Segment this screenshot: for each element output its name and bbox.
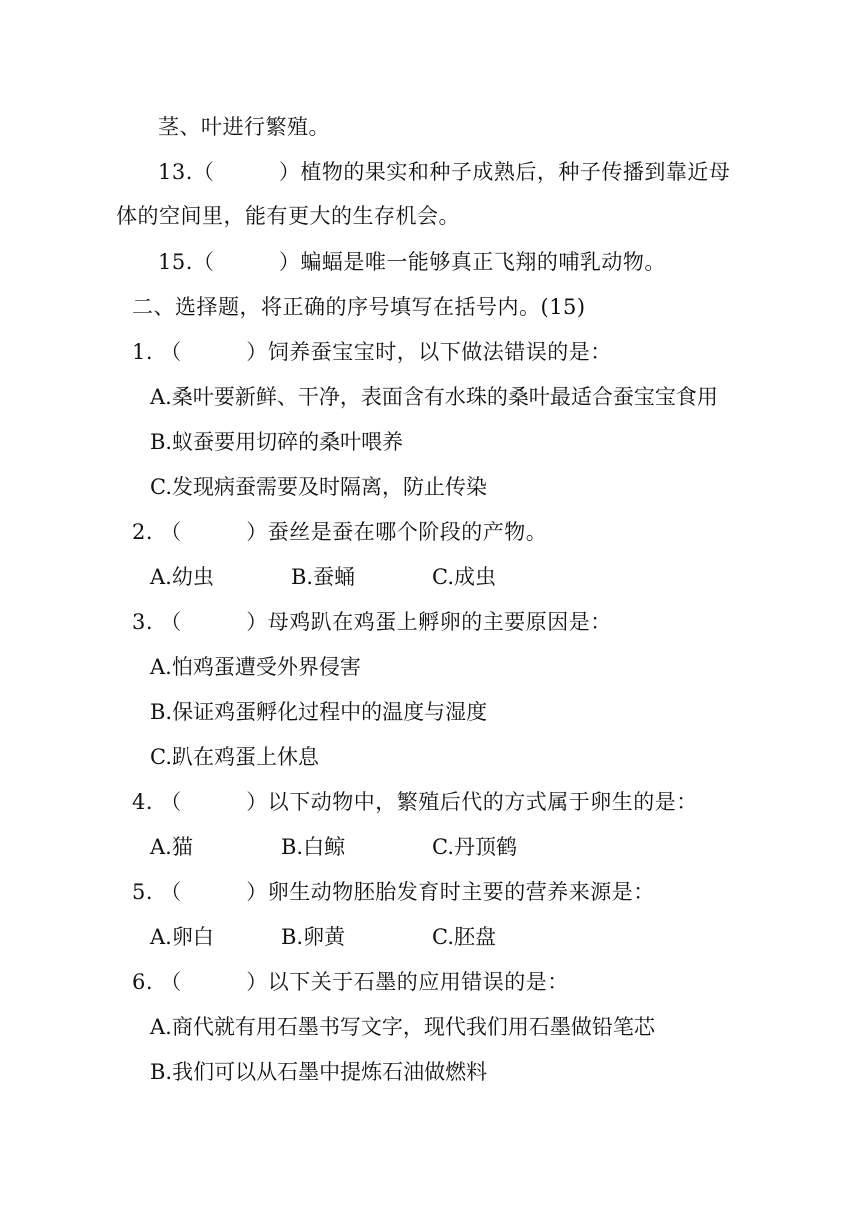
question-1-option-c: C.发现病蚕需要及时隔离，防止传染 <box>150 475 487 499</box>
question-13-line2: 体的空间里，能有更大的生存机会。 <box>116 204 460 228</box>
question-6-option-b: B.我们可以从石墨中提炼石油做燃料 <box>150 1060 488 1084</box>
question-2-option-c: C.成虫 <box>432 565 496 589</box>
question-3-option-c: C.趴在鸡蛋上休息 <box>150 745 319 769</box>
question-5-stem: 5. （ ）卵生动物胚胎发育时主要的营养来源是： <box>132 880 655 904</box>
judgement-tail-line: 茎、叶进行繁殖。 <box>158 115 330 139</box>
question-6-option-a: A.商代就有用石墨书写文字，现代我们用石墨做铅笔芯 <box>150 1015 655 1039</box>
question-3-option-a: A.怕鸡蛋遭受外界侵害 <box>150 655 361 679</box>
question-4-stem: 4. （ ）以下动物中，繁殖后代的方式属于卵生的是： <box>132 790 698 814</box>
question-4-option-b: B.白鲸 <box>281 835 346 859</box>
question-3-stem: 3. （ ）母鸡趴在鸡蛋上孵卵的主要原因是： <box>132 610 612 634</box>
question-1-stem: 1. （ ）饲养蚕宝宝时，以下做法错误的是： <box>132 340 612 364</box>
question-13-line1: 13.（ ）植物的果实和种子成熟后，种子传播到靠近母 <box>158 160 731 184</box>
question-5-option-b: B.卵黄 <box>281 925 346 949</box>
question-3-option-b: B.保证鸡蛋孵化过程中的温度与湿度 <box>150 700 488 724</box>
question-1-option-b: B.蚁蚕要用切碎的桑叶喂养 <box>150 430 404 454</box>
question-4-option-c: C.丹顶鹤 <box>432 835 517 859</box>
question-15: 15.（ ）蝙蝠是唯一能够真正飞翔的哺乳动物。 <box>158 250 666 274</box>
question-2-option-b: B.蚕蛹 <box>291 565 356 589</box>
question-1-option-a: A.桑叶要新鲜、干净，表面含有水珠的桑叶最适合蚕宝宝食用 <box>150 385 718 409</box>
section-heading-choice: 二、选择题，将正确的序号填写在括号内。(15) <box>132 295 586 319</box>
question-5-option-c: C.胚盘 <box>432 925 496 949</box>
question-6-stem: 6. （ ）以下关于石墨的应用错误的是： <box>132 970 569 994</box>
question-2-stem: 2. （ ）蚕丝是蚕在哪个阶段的产物。 <box>132 520 548 544</box>
question-5-option-a: A.卵白 <box>150 925 214 949</box>
question-2-option-a: A.幼虫 <box>150 565 214 589</box>
question-4-option-a: A.猫 <box>150 835 193 859</box>
